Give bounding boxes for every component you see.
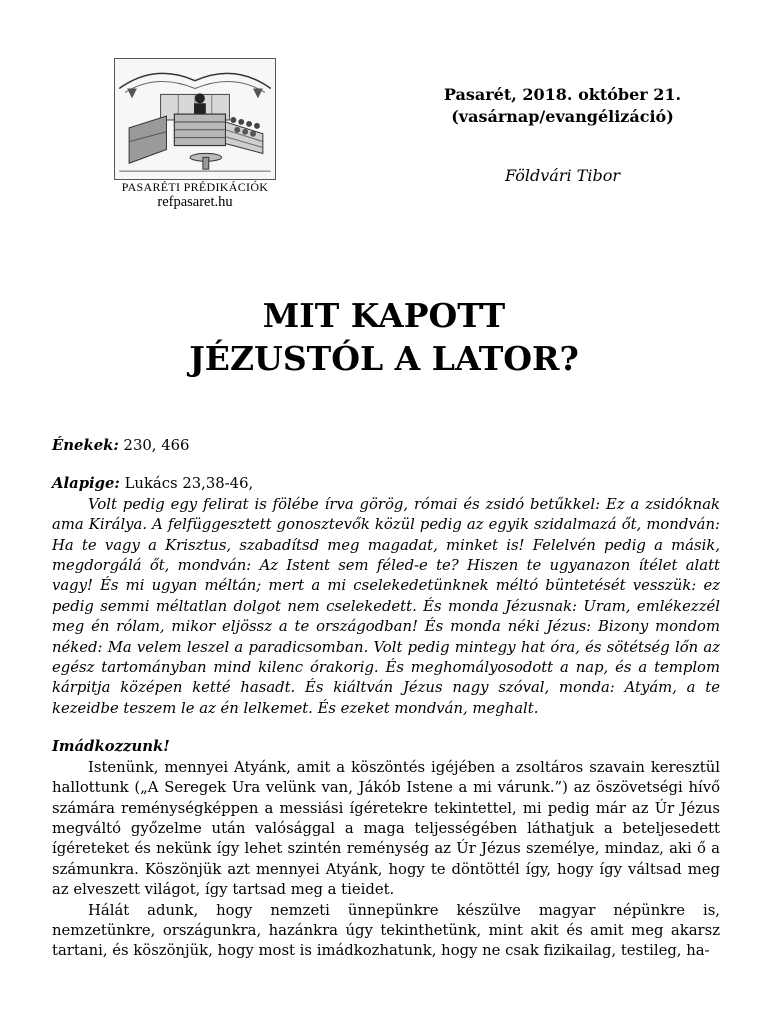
title-line-1: MIT KAPOTT — [262, 296, 506, 335]
church-interior-illustration — [115, 59, 275, 179]
occasion-line: (vasárnap/evangélizáció) — [451, 107, 674, 126]
hymns-line — [52, 436, 720, 456]
hymns-label: Énekek: — [52, 437, 119, 454]
title-line-2: JÉZUSTÓL A LATOR? — [189, 339, 579, 378]
hymns-value: 230, 466 — [118, 437, 190, 454]
prayer-heading: Imádkozzunk! — [52, 738, 170, 756]
logo-title: PASARÉTI PRÉDIKÁCIÓK — [121, 180, 269, 194]
author-name: Földvári Tibor — [505, 166, 620, 185]
base-text-label: Alapige: — [52, 475, 120, 493]
sermon-title — [0, 294, 768, 380]
prayer-paragraph-2: Hálát adunk, hogy nemzeti ünnepünkre készülve magyar népünkre is, nemzetünkre, országunkra, hazánkra úgy tekinthetünk, mint akit és amit meg akarsz tartani, és köszönjük, hogy most is imádkozhatunk, hogy ne csak fizikailag, testileg, ha- — [52, 901, 720, 960]
date-line: Pasarét, 2018. október 21. — [443, 85, 682, 104]
prayer-paragraph-1: Istenünk, mennyei Atyánk, amit a köszöntés igéjében a zsoltáros szavain keresztül hallottunk („A Seregek Ura velünk van, Jákób Istene a mi várunk.”) az öszövetségi hívő számára reménységképpen a messiási ígéretekre tekintettel, mi pedig már az Úr Jézus megváltó győzelme után valósággal a maga teljességében láthatjuk a beteljesedett ígéreteket és nekünk így lehet szintén reménység az Úr Jézus személye, mindaz, aki ő a számunkra. Köszönjük azt mennyei Atyánk, hogy te döntöttél így, hogy így váltsad meg az elveszett világot, így tartsad meg a tieidet. — [52, 758, 720, 899]
scripture-passage: Volt pedig egy felirat is fölébe írva görög, római és zsidó betűkkel: Ez a zsidóknak ama Királya. A felfüggesztett gonosztevők közül pedig az egyik szidalmazá őt, mondván: Ha te vagy a Krisztus, szabadítsd meg magadat, minket is! Felelvén pedig a másik, megdorgálá őt, mondván: Az Istent sem féled-e te? Hiszen te ugyanazon ítélet alatt vagy! És mi ugyan méltán; mert a mi cselekedetünknek méltó büntetését vesszük: ez pedig semmi méltatlan dolgot nem cselekedett. És monda Jézusnak: Uram, emlékezzél meg én rólam, mikor eljössz a te országodban! És monda néki Jézus: Bizony mondom néked: Ma velem leszel a paradicsomban. Volt pedig mintegy hat óra, és sötétség lőn az egész tartományban mind kilenc órakorig. És meghomályosodott a nap, és a templom kárpitja középen ketté hasadt. És kiáltván Jézus nagy szóval, monda: Atyám, a te kezeidbe teszem le az én lelkemet. És ezeket mondván, meghalt. — [52, 495, 720, 717]
church-interior-logo — [114, 58, 276, 180]
logo-url: refpasaret.hu — [157, 194, 233, 210]
sermon-body — [52, 436, 720, 962]
base-text-reference: Lukács 23,38-46, — [119, 475, 254, 493]
base-text-line — [52, 474, 720, 494]
sermon-date — [405, 84, 720, 128]
